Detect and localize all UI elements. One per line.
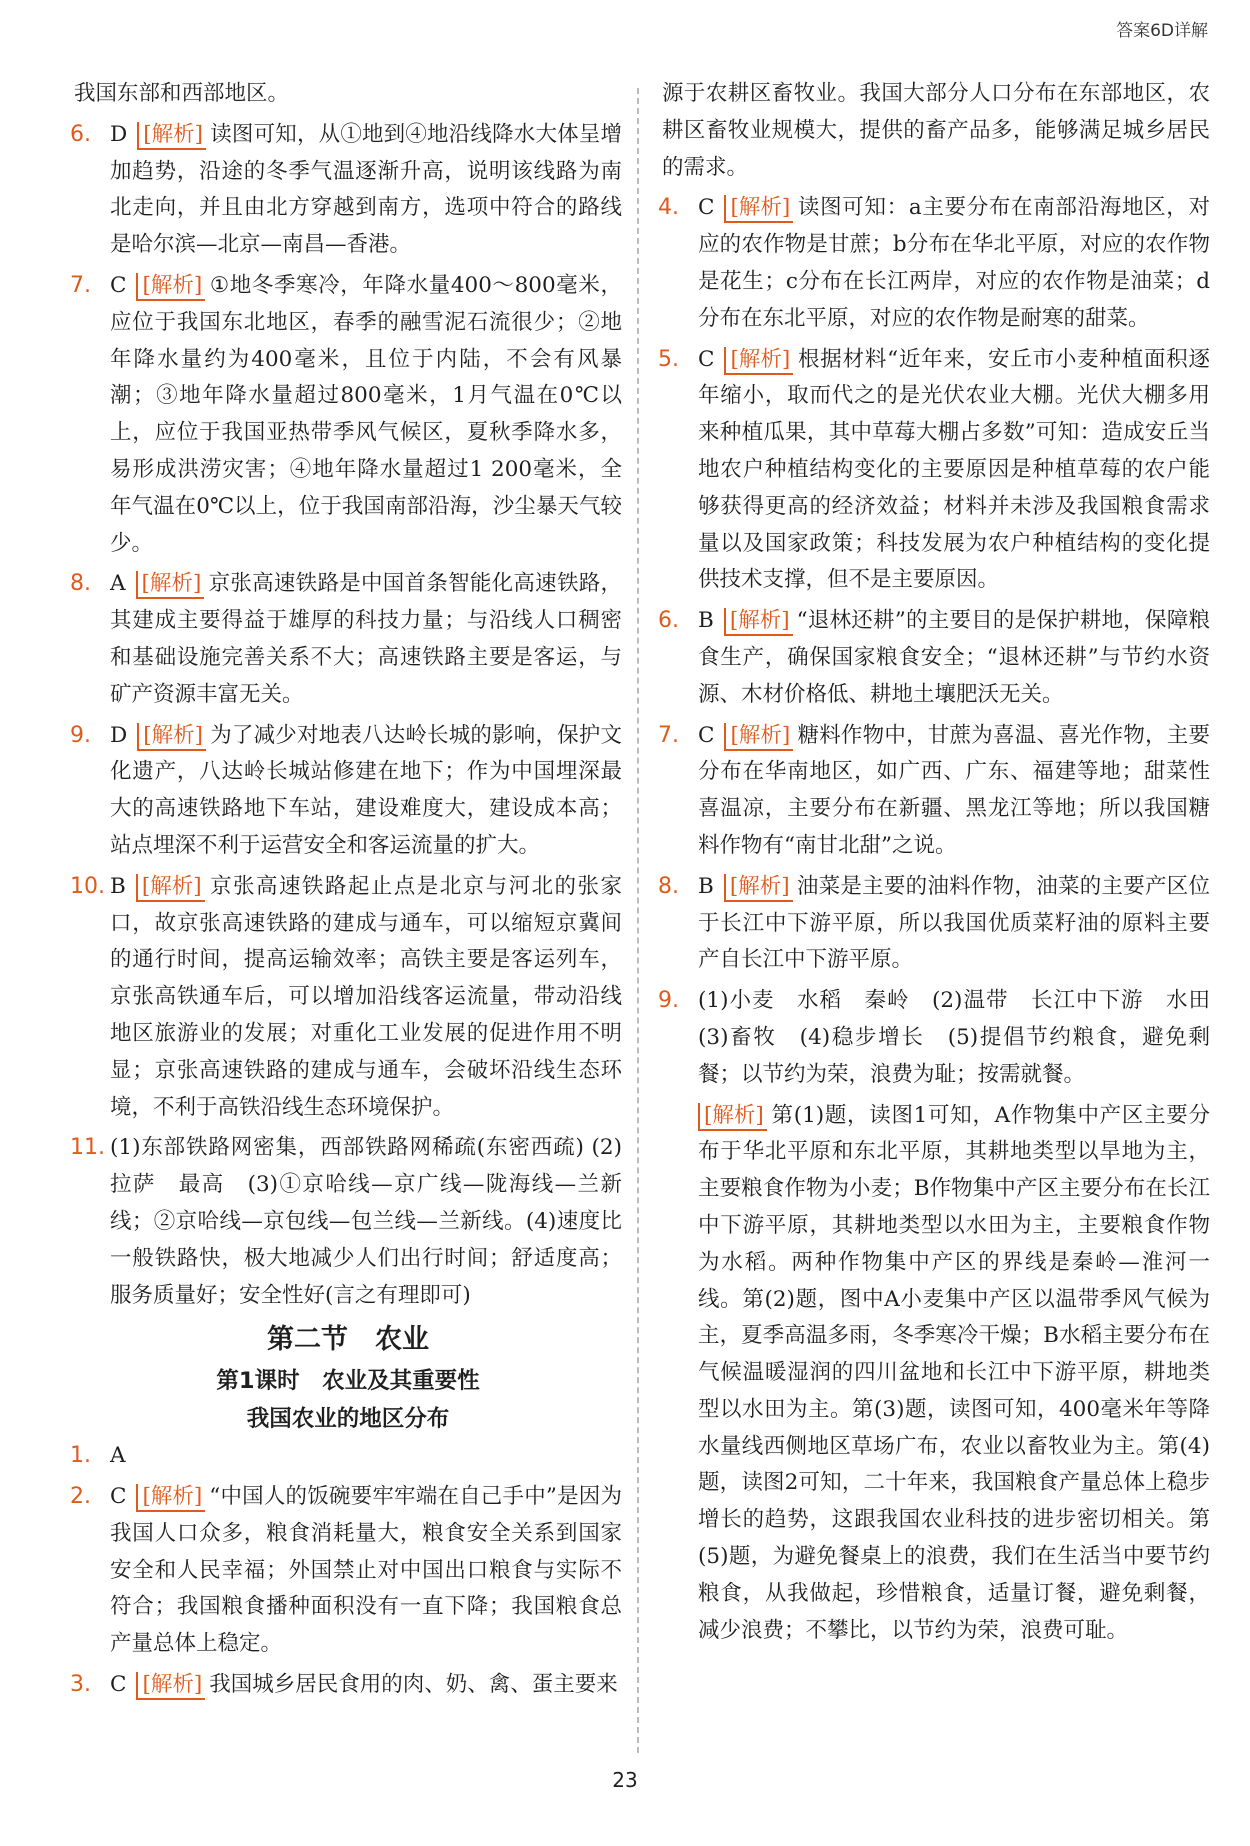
answer-text: 我国城乡居民食用的肉、奶、禽、蛋主要来 bbox=[209, 1672, 618, 1698]
analysis-tag: [ 解析 ] bbox=[136, 1672, 205, 1700]
answer-text: (1)东部铁路网密集，西部铁路网稀疏(东密西疏) (2)拉萨 最高 (3)①京哈线—京广线—陇海线—兰新线；②京哈线—京包线—包兰线—兰新线。(4)速度比一般铁路快，极大地减少人们出行时间；舒适度高；服务质量好；安全性好(言之有理即可) bbox=[110, 1135, 622, 1308]
question-number: 8. bbox=[70, 571, 91, 597]
answer-text: ①地冬季寒冷，年降水量400～800毫米，应位于我国东北地区，春季的融雪泥石流很少；②地年降水量约为400毫米，且位于内陆，不会有风暴潮；③地年降水量超过800毫米，1月气温在0℃以上，应位于我国亚热带季风气候区，夏秋季降水多，易形成洪涝灾害；④地年降水量超过1 200毫米，全年气温在0℃以上，位于我国南部沿海，沙尘暴天气较少。 bbox=[110, 272, 622, 556]
question-number: 11. bbox=[70, 1135, 105, 1161]
answer-text: 根据材料“近年来，安丘市小麦种植面积逐年缩小，取而代之的是光伏农业大棚。光伏大棚多用来种植瓜果，其中草莓大棚占多数”可知：造成安丘当地农户种植结构变化的主要原因是种植草莓的农户能够获得更高的经济效益；材料并未涉及我国粮食需求量以及国家政策；科技发展为农户种植结构的变化提供技术支撑，但不是主要原因。 bbox=[698, 346, 1210, 593]
answer-item bbox=[70, 1479, 622, 1663]
analysis-text: 第(1)题，读图1可知，A作物集中产区主要分布于华北平原和东北平原，其耕地类型以旱地为主，主要粮食作物为小麦；B作物集中产区主要分布在长江中下游平原，其耕地类型以水田为主，主要粮食作物为水稻。两种作物集中产区的界线是秦岭—淮河一线。第(2)题，图中A小麦集中产区以温带季风气候为主，夏季高温多雨，冬季寒冷干燥；B水稻主要分布在气候温暖湿润的四川盆地和长江中下游平原，耕地类型以水田为主。第(3)题，读图可知，400毫米年等降水量线西侧地区草场广布，农业以畜牧业为主。第(4)题，读图2可知，二十年来，我国粮食产量总体上稳步增长的趋势，这跟我国农业科技的进步密切相关。第(5)题，为避免餐桌上的浪费，我们在生活当中要节约粮食，从我做起，珍惜粮食，适量订餐，避免剩餐，减少浪费；不攀比，以节约为荣，浪费可耻。 bbox=[698, 1102, 1210, 1643]
question-number: 5. bbox=[658, 346, 679, 372]
answer-choice: B bbox=[110, 873, 126, 899]
answer-item bbox=[70, 117, 622, 264]
answer-item bbox=[70, 718, 622, 865]
answer-item bbox=[658, 190, 1210, 337]
analysis-tag: [ 解析 ] bbox=[136, 874, 205, 902]
analysis-tag: [ 解析 ] bbox=[698, 1103, 767, 1131]
topic-title: 我国农业的地区分布 bbox=[246, 1406, 450, 1433]
question-number: 8. bbox=[658, 873, 679, 899]
question-number: 2. bbox=[70, 1484, 91, 1510]
answer-list bbox=[70, 117, 622, 1315]
answer-list bbox=[658, 190, 1232, 1093]
continued-text: 我国东部和西部地区。 bbox=[74, 81, 290, 106]
answer-text: (1)小麦 水稻 秦岭 (2)温带 长江中下游 水田 (3)畜牧 (4)稳步增长 (5)提倡节约粮食，避免剩餐；以节约为荣，浪费为耻；按需就餐。 bbox=[698, 988, 1232, 1087]
column-divider bbox=[637, 88, 639, 1753]
question-number: 4. bbox=[658, 195, 679, 221]
continued-text: 源于农耕区畜牧业。我国大部分人口分布在东部地区，农耕区畜牧业规模大，提供的畜产品多，能够满足城乡居民的需求。 bbox=[662, 81, 1210, 180]
answer-item bbox=[70, 869, 622, 1127]
answer-text: 京张高速铁路起止点是北京与河北的张家口，故京张高速铁路的建成与通车，可以缩短京冀间的通行时间，提高运输效率；高铁主要是客运列车，京张高铁通车后，可以增加沿线客运流量，带动沿线地区旅游业的发展；对重化工业发展的促进作用不明显；京张高速铁路的建成与通车，会破坏沿线生态环境，不利于高铁沿线生态环境保护。 bbox=[110, 873, 622, 1120]
answer-choice: C bbox=[698, 195, 715, 221]
right-column bbox=[658, 76, 1232, 1653]
answer-text: 读图可知：a主要分布在南部沿海地区，对应的农作物是甘蔗；b分布在华北平原，对应的农作物是花生；c分布在长江两岸，对应的农作物是油菜；d分布在东北平原，对应的农作物是耐寒的甜菜。 bbox=[698, 195, 1210, 331]
answer-item bbox=[658, 718, 1210, 865]
analysis-tag: [ 解析 ] bbox=[136, 273, 205, 301]
answer-text: “中国人的饭碗要牢牢端在自己手中”是因为我国人口众多，粮食消耗量大，粮食安全关系到国家安全和人民幸福；外国禁止对中国出口粮食与实际不符合；我国粮食播种面积没有一直下降；我国粮食总产量总体上稳定。 bbox=[110, 1484, 622, 1657]
answer-item bbox=[658, 342, 1210, 600]
analysis-tag: [ 解析 ] bbox=[136, 1484, 205, 1512]
answer-item bbox=[658, 603, 1210, 713]
answer-choice: B bbox=[698, 608, 714, 634]
answer-choice: A bbox=[110, 1443, 126, 1469]
answer-item bbox=[70, 1130, 622, 1314]
question-number: 9. bbox=[70, 722, 91, 748]
answer-choice: D bbox=[110, 722, 128, 748]
answer-choice: C bbox=[698, 346, 715, 372]
answer-choice: D bbox=[110, 121, 128, 147]
analysis-tag: [ 解析 ] bbox=[136, 571, 205, 599]
answer-choice: C bbox=[110, 1672, 127, 1698]
answer-text: “退林还耕”的主要目的是保护耕地，保障粮食生产，确保国家粮食安全；“退林还耕”与节约水资源、木材价格低、耕地土壤肥沃无关。 bbox=[698, 608, 1210, 707]
analysis-tag: [ 解析 ] bbox=[137, 723, 206, 751]
question-number: 7. bbox=[658, 722, 679, 748]
answer-item bbox=[70, 566, 622, 713]
analysis-tag: [ 解析 ] bbox=[724, 195, 793, 223]
analysis-tag: [ 解析 ] bbox=[724, 347, 793, 375]
analysis-block bbox=[662, 1098, 1210, 1650]
analysis-tag: [ 解析 ] bbox=[137, 122, 206, 150]
question-number: 10. bbox=[70, 873, 105, 899]
answer-choice: B bbox=[698, 873, 714, 899]
answer-choice: C bbox=[698, 722, 715, 748]
page-number: 23 bbox=[612, 1768, 638, 1792]
answer-list bbox=[70, 1438, 622, 1704]
question-number: 3. bbox=[70, 1672, 91, 1698]
question-number: 1. bbox=[70, 1443, 91, 1469]
section-title: 第二节 农业 bbox=[267, 1324, 429, 1356]
question-number: 6. bbox=[70, 121, 91, 147]
answer-choice: C bbox=[110, 272, 127, 298]
answer-item bbox=[658, 869, 1210, 979]
page-header-label: 答案6D详解 bbox=[1116, 21, 1208, 41]
analysis-tag: [ 解析 ] bbox=[724, 608, 793, 636]
question-number: 9. bbox=[658, 988, 679, 1014]
answer-item bbox=[70, 1667, 622, 1704]
answer-item bbox=[658, 983, 1232, 1093]
lesson-title: 第1课时 农业及其重要性 bbox=[216, 1368, 480, 1395]
analysis-tag: [ 解析 ] bbox=[724, 874, 793, 902]
answer-choice: C bbox=[110, 1484, 127, 1510]
answer-item bbox=[70, 268, 622, 562]
answer-text: 为了减少对地表八达岭长城的影响，保护文化遗产，八达岭长城站修建在地下；作为中国埋深最大的高速铁路地下车站，建设难度大，建设成本高；站点埋深不利于运营安全和客运流量的扩大。 bbox=[110, 722, 622, 858]
answer-text: 油菜是主要的油料作物，油菜的主要产区位于长江中下游平原，所以我国优质菜籽油的原料主要产自长江中下游平原。 bbox=[698, 873, 1210, 973]
answer-item bbox=[70, 1438, 622, 1475]
question-number: 7. bbox=[70, 272, 91, 298]
answer-text: 糖料作物中，甘蔗为喜温、喜光作物，主要分布在华南地区，如广西、广东、福建等地；甜菜性喜温凉，主要分布在新疆、黑龙江等地；所以我国糖料作物有“南甘北甜”之说。 bbox=[698, 722, 1210, 858]
answer-choice: A bbox=[110, 571, 126, 597]
left-column bbox=[70, 76, 622, 1708]
answer-text: 读图可知，从①地到④地沿线降水大体呈增加趋势，沿途的冬季气温逐渐升高，说明该线路为南北走向，并且由北方穿越到南方，选项中符合的路线是哈尔滨—北京—南昌—香港。 bbox=[110, 121, 622, 258]
question-number: 6. bbox=[658, 608, 679, 634]
answer-text: 京张高速铁路是中国首条智能化高速铁路，其建成主要得益于雄厚的科技力量；与沿线人口稠密和基础设施完善关系不大；高速铁路主要是客运，与矿产资源丰富无关。 bbox=[110, 571, 622, 707]
analysis-tag: [ 解析 ] bbox=[724, 723, 793, 751]
